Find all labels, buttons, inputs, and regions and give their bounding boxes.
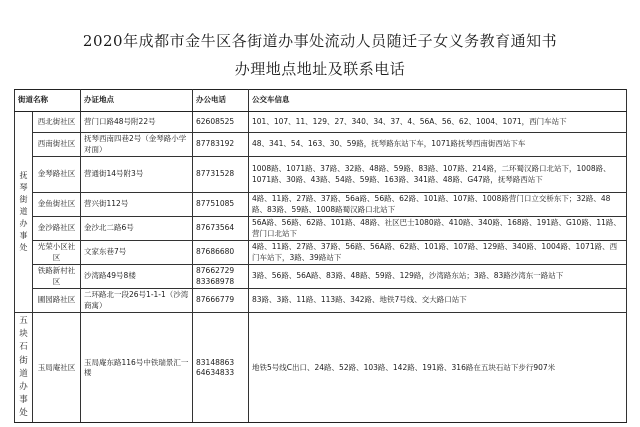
office-place: 玉局庵东路116号中铁瑞景汇一楼 — [81, 313, 193, 423]
office-place: 营兴街112号 — [81, 193, 193, 217]
community-name: 金鱼街社区 — [33, 193, 81, 217]
group-fuqin: 抚 琴 街 道 办 事 处 — [15, 112, 33, 313]
office-phone: 87686680 — [193, 241, 249, 265]
group-wukuaishi: 五块石街道办事处 — [15, 313, 33, 423]
table-row — [15, 265, 627, 289]
community-name: 光荣小区社区 — [33, 241, 81, 265]
bus-info: 101、107、11、129、27、340、34、37、4、56A、56、62、1004、1071，西门车站下 — [249, 112, 627, 133]
bus-info: 3路、56路、56A路、83路、48路、59路、129路，沙湾路东站；3路、83路沙湾东一路站下 — [249, 265, 627, 289]
office-place: 抚琴西南四巷2号（金琴路小学对面） — [81, 133, 193, 157]
table-row — [15, 133, 627, 157]
page-title: 2020年成都市金牛区各街道办事处流动人员随迁子女义务教育通知书 — [82, 32, 558, 50]
table-row — [15, 241, 627, 265]
header-place: 办证地点 — [81, 90, 193, 112]
table-row — [15, 157, 627, 193]
bus-info: 56A路、56路、62路、101路、48路、社区巴士1080路、410路、340路、168路、191路、G10路、11路、营门口北站下 — [249, 217, 627, 241]
office-phone: 87751085 — [193, 193, 249, 217]
community-name: 圃园路社区 — [33, 289, 81, 313]
page-subtitle: 办理地点地址及联系电话 — [234, 60, 406, 78]
office-place: 沙湾路49号8楼 — [81, 265, 193, 289]
office-phone: 87662729 83368978 — [193, 265, 249, 289]
office-phone: 62608525 — [193, 112, 249, 133]
office-place: 金沙北二路6号 — [81, 217, 193, 241]
bus-info: 48、341、54、163、30、59路，抚琴路东站下车，1071路抚琴西南街西站下车 — [249, 133, 627, 157]
header-phone: 办公电话 — [193, 90, 249, 112]
community-name: 西北街社区 — [33, 112, 81, 133]
table-row — [15, 313, 627, 423]
table-row — [15, 193, 627, 217]
bus-info: 4路、11路、27路、37路、56路、56A路、62路、101路、107路、129路、340路、1004路、1071路、西门车站下，3路、39路站下 — [249, 241, 627, 265]
bus-info: 地铁5号线C出口、24路、52路、103路、142路、191路、316路在五块石站下步行907米 — [249, 313, 627, 423]
bus-info: 1008路、1071路、37路、32路、48路、59路、83路、107路、214路，二环蜀汉路口北站下，1008路、1071路、30路、43路、54路、59路、163路、341路、48路、G47路，抚琴路西站下 — [249, 157, 627, 193]
community-name: 西南街社区 — [33, 133, 81, 157]
header-bus: 公交车信息 — [249, 90, 627, 112]
office-place: 二环路北一段26号1-1-1（沙湾商寓） — [81, 289, 193, 313]
community-name: 金琴路社区 — [33, 157, 81, 193]
table-row — [15, 289, 627, 313]
table-row — [15, 112, 627, 133]
office-place: 营通街14号附3号 — [81, 157, 193, 193]
office-phone: 87731528 — [193, 157, 249, 193]
office-phone: 87783192 — [193, 133, 249, 157]
office-phone: 87666779 — [193, 289, 249, 313]
office-place: 营门口路48号附22号 — [81, 112, 193, 133]
community-name: 铁路新村社区 — [33, 265, 81, 289]
office-phone: 83148863 64634833 — [193, 313, 249, 423]
community-name: 玉局庵社区 — [33, 313, 81, 423]
table-row — [15, 217, 627, 241]
table-header-row — [15, 90, 627, 112]
office-place: 文家东巷7号 — [81, 241, 193, 265]
office-phone: 87673564 — [193, 217, 249, 241]
header-street: 街道名称 — [15, 90, 81, 112]
bus-info: 4路、11路、27路、37路、56a路、56路、62路、101路、107路、1008路营门口立交桥东下；32路、48路、83路、59路、1008路蜀汉路口北站下 — [249, 193, 627, 217]
bus-info: 83路、3路、11路、113路、342路、地铁7号线、交大路口站下 — [249, 289, 627, 313]
contact-table — [14, 89, 627, 423]
community-name: 金沙路社区 — [33, 217, 81, 241]
